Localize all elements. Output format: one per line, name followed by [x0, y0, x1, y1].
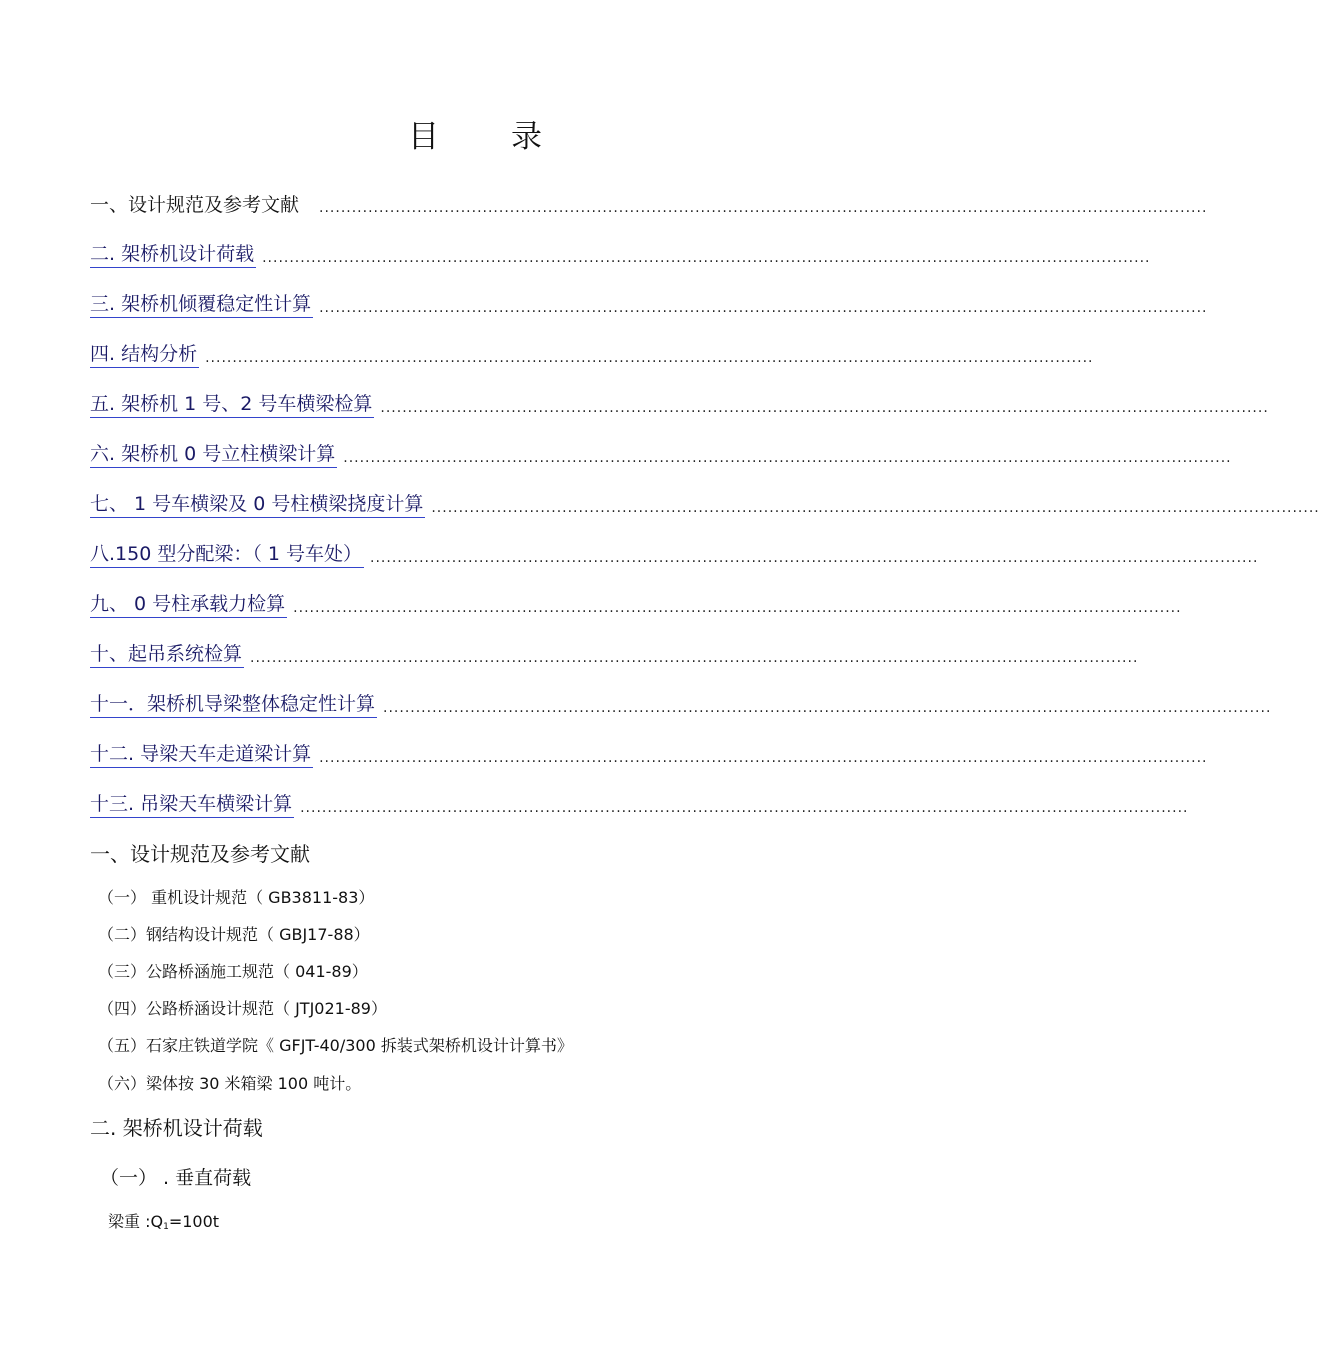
beam-weight-formula — [108, 1210, 219, 1239]
toc-entry-9[interactable] — [90, 586, 1182, 618]
formula-prefix: 梁重 :Q — [108, 1212, 164, 1231]
formula-suffix: =100t — [168, 1212, 220, 1231]
toc-entry-6[interactable] — [90, 436, 1232, 468]
toc-leader-dots: ................................................................................................................................................................... — [319, 750, 1208, 766]
reference-item: （六）梁体按 30 米箱梁 100 吨计。 — [98, 1074, 362, 1093]
toc-entry-13[interactable] — [90, 786, 1189, 818]
reference-item: （三）公路桥涵施工规范（ 041-89） — [98, 962, 368, 981]
toc-entry-1[interactable] — [90, 186, 1208, 218]
toc-leader-dots: ................................................................................................................................................................... — [431, 500, 1320, 516]
toc-entry-10[interactable] — [90, 636, 1139, 668]
toc-leader-dots: ................................................................................................................................................................... — [343, 450, 1232, 466]
section-heading-1: 一、设计规范及参考文献 — [90, 842, 310, 866]
toc-entry-label: 四. 结构分析 — [90, 341, 199, 368]
subsection-heading: （一） . 垂直荷载 — [100, 1167, 252, 1189]
formula-subscript: 1 — [163, 1222, 169, 1232]
toc-entry-11[interactable] — [90, 686, 1272, 718]
reference-item: （二）钢结构设计规范（ GBJ17-88） — [98, 925, 370, 944]
reference-item: （一） 重机设计规范（ GB3811-83） — [98, 888, 375, 907]
toc-leader-dots: ................................................................................................................................................................... — [380, 400, 1269, 416]
toc-entry-5[interactable] — [90, 386, 1269, 418]
toc-leader-dots: ................................................................................................................................................................... — [293, 600, 1182, 616]
toc-leader-dots: ................................................................................................................................................................... — [319, 200, 1208, 216]
toc-entry-label: 十三. 吊梁天车横梁计算 — [90, 791, 294, 818]
toc-entry-12[interactable] — [90, 736, 1208, 768]
toc-entry-label: 十、起吊系统检算 — [90, 641, 244, 668]
toc-entry-label: 九、 0 号柱承载力检算 — [90, 591, 287, 618]
toc-entry-4[interactable] — [90, 336, 1094, 368]
toc-entry-label: 八.150 型分配梁：（ 1 号车处） — [90, 541, 364, 568]
reference-item: （五）石家庄铁道学院《 GFJT-40/300 拆装式架桥机设计计算书》 — [98, 1036, 573, 1055]
toc-entry-label: 一、设计规范及参考文献 — [90, 194, 300, 216]
reference-item: （四）公路桥涵设计规范（ JTJ021-89） — [98, 999, 387, 1018]
toc-entry-label: 三. 架桥机倾覆稳定性计算 — [90, 291, 313, 318]
toc-entry-7[interactable] — [90, 486, 1320, 518]
toc-entry-3[interactable] — [90, 286, 1208, 318]
section-heading-2: 二. 架桥机设计荷载 — [90, 1116, 263, 1140]
toc-leader-dots: ................................................................................................................................................................... — [262, 250, 1151, 266]
toc-leader-dots: ................................................................................................................................................................... — [205, 350, 1094, 366]
toc-leader-dots: ................................................................................................................................................................... — [383, 700, 1272, 716]
toc-leader-dots: ................................................................................................................................................................... — [319, 300, 1208, 316]
toc-leader-dots: ................................................................................................................................................................... — [250, 650, 1139, 666]
toc-entry-label: 二. 架桥机设计荷载 — [90, 241, 256, 268]
toc-entry-label: 十一．架桥机导梁整体稳定性计算 — [90, 691, 377, 718]
toc-entry-8[interactable] — [90, 536, 1259, 568]
toc-leader-dots: ................................................................................................................................................................... — [300, 800, 1189, 816]
page-title: 目录 — [408, 119, 614, 155]
toc-entry-label: 五. 架桥机 1 号、2 号车横梁检算 — [90, 391, 374, 418]
toc-leader-dots: ................................................................................................................................................................... — [370, 550, 1259, 566]
toc-entry-2[interactable] — [90, 236, 1151, 268]
toc-entry-label: 七、 1 号车横梁及 0 号柱横梁挠度计算 — [90, 491, 425, 518]
toc-entry-label: 十二. 导梁天车走道梁计算 — [90, 741, 313, 768]
toc-entry-label: 六. 架桥机 0 号立柱横梁计算 — [90, 441, 337, 468]
